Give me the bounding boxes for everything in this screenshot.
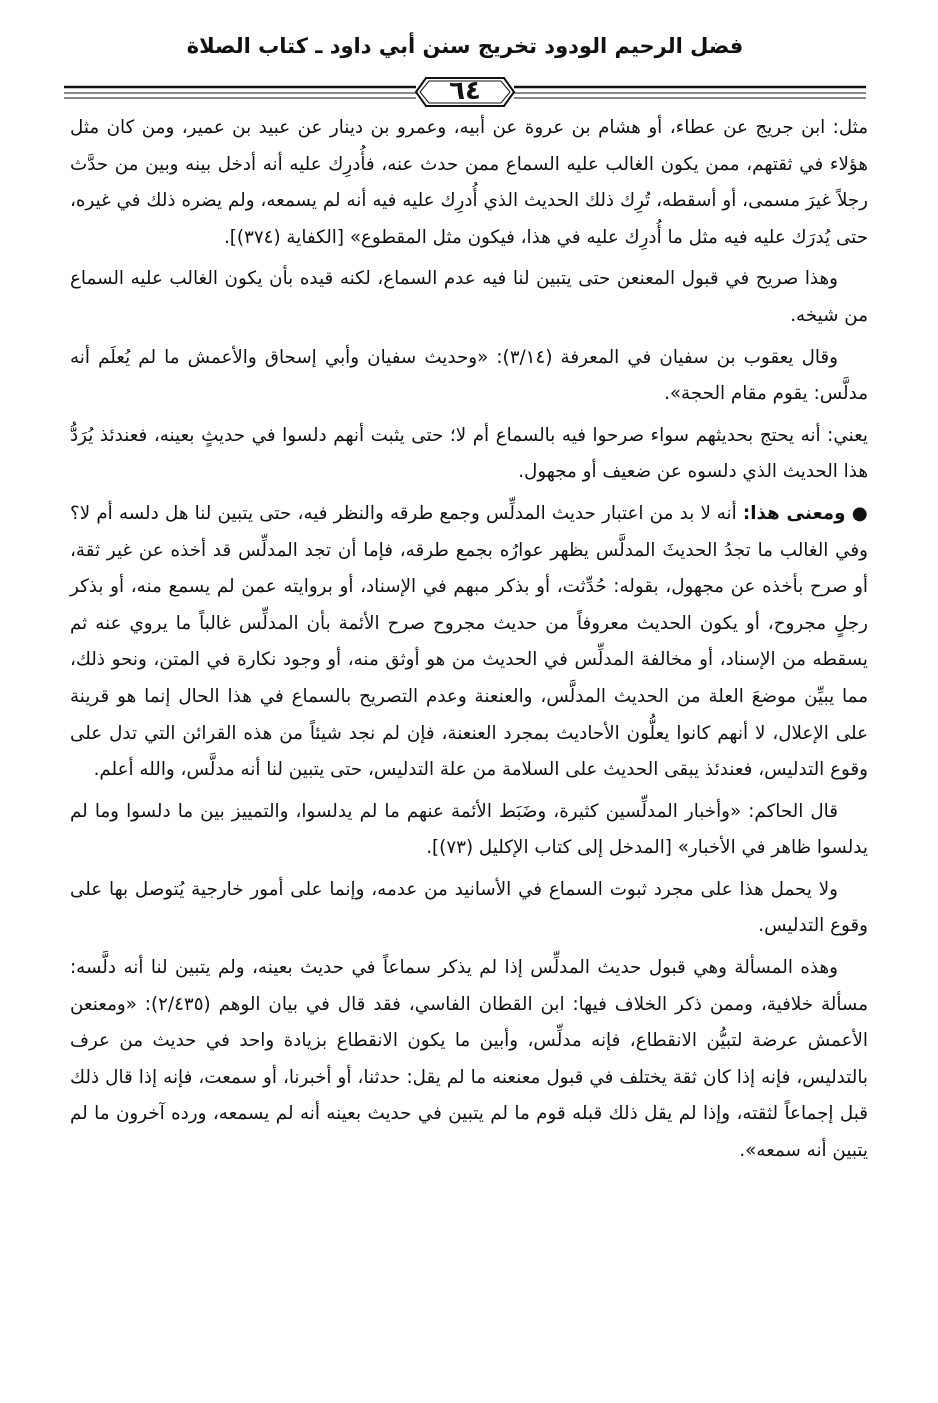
- body-text: [70, 110, 868, 1175]
- bullet-icon: ●: [851, 502, 869, 524]
- paragraph-5-text: أنه لا بد من اعتبار حديث المدلِّس وجمع طرقه والنظر فيه، حتى يتبين لنا هل دلسه أم لا؟ وفي الغالب ما تجدُ الحديثَ المدلَّس يظهر عوارُه بجمع طرقه، فإما أن تجد المدلِّس قد أخذه عن غير ثقة، أو صرح بأخذه عن مجهول، بقوله: حُدِّثت، أو بذكر مبهم في الإسناد، أو بروايته عمن لم يسمع منه، أو بذكر رجلٍ مجروح، أو يكون الحديث معروفاً من حديث مجروح صرح الأئمة بأن المدلِّس غالباً ما يروي عنه ثم يسقطه من الإسناد، أو مخالفة المدلِّس في الحديث من هو أوثق منه، أو وجود نكارة في المتن، ونحو ذلك، مما يبيِّن موضعَ العلة من الحديث المدلَّس، والعنعنة وعدم التصريح بالسماع في هذا الحال إنما هو قرينة على الإعلال، لا أنهم كانوا يعلُّون الأحاديث بمجرد العنعنة، فإن لم نجد شيئاً من هذه القرائن التي تدل على وقوع التدليس، فعندئذ يبقى الحديث على السلامة من علة التدليس، حتى يتبين لنا أنه مدلَّس، والله أعلم.: [70, 502, 868, 781]
- paragraph-8: وهذه المسألة وهي قبول حديث المدلِّس إذا لم يذكر سماعاً في حديث بعينه، ولم يتبين لنا أنه دلَّسه: مسألة خلافية، وممن ذكر الخلاف فيها: ابن القطان الفاسي، فقد قال في بيان الوهم (٢/٤٣٥): «ومعنعن الأعمش عرضة لتبيُّن الانقطاع، فإنه مدلِّس، وأبين ما يكون الانقطاع بزيادة واحد في حديث من عرف بالتدليس، فإنه إذا كان ثقة يختلف في قبول معنعنه ما لم يقل: حدثنا، أو أخبرنا، أو سمعت، فإنه إذا قال ذلك قبل إجماعاً لثقته، وإذا لم يقل ذلك قبله قوم ما لم يتبين في حديث بعينه أنه لم يسمعه، ورده آخرون ما لم يتبين أنه سمعه».: [70, 957, 869, 1162]
- page-header: [64, 30, 866, 120]
- paragraph-6: قال الحاكم: «وأخبار المدلِّسين كثيرة، وضَبَط الأئمة عنهم ما لم يدلسوا، والتمييز بين ما دلسوا وما لم يدلسوا ظاهر في الأخبار» [المدخل إلى كتاب الإكليل (٧٣)].: [70, 800, 868, 859]
- paragraph-4: يعني: أنه يحتج بحديثهم سواء صرحوا فيه بالسماع أم لا؛ حتى يثبت أنهم دلسوا في حديثٍ بعينه، فعندئذ يُرَدُّ هذا الحديث الذي دلسوه عن ضعيف أو مجهول.: [70, 424, 868, 483]
- page-number: ٦٤: [449, 76, 481, 106]
- paragraph-5: [70, 496, 868, 789]
- paragraph-3: وقال يعقوب بن سفيان في المعرفة (٣/١٤): «وحديث سفيان وأبي إسحاق والأعمش ما لم يُعلَم أنه مدلَّس: يقوم مقام الحجة».: [70, 346, 868, 405]
- running-title: فضل الرحيم الودود تخريج سنن أبي داود ـ كتاب الصلاة: [186, 34, 744, 58]
- paragraph-7: ولا يحمل هذا على مجرد ثبوت السماع في الأسانيد من عدمه، وإنما على أمور خارجية يُتوصل بها على وقوع التدليس.: [70, 878, 868, 937]
- paragraph-5-lead: ومعنى هذا:: [742, 502, 846, 524]
- paragraph-2: وهذا صريح في قبول المعنعن حتى يتبين لنا فيه عدم السماع، لكنه قيده بأن يكون الغالب عليه السماع من شيخه.: [70, 268, 868, 326]
- paragraph-1: مثل: ابن جريج عن عطاء، أو هشام بن عروة عن أبيه، وعمرو بن دينار عن عبيد بن عمير، ومن كان مثل هؤلاء في ثقتهم، ممن يكون الغالب عليه السماع ممن حدث عنه، فأُدرِك عليه أنه أدخل بينه وبين من حدَّث رجلاً غيرَ مسمى، أو أسقطه، تُرِك ذلك الحديث الذي أُدرِك عليه فيه أنه لم يسمعه، ولم يضره ذلك في غيره، حتى يُدرَك عليه فيه مثل ما أُدرِك عليه في هذا، فيكون مثل المقطوع» [الكفاية (٣٧٤)].: [70, 117, 868, 248]
